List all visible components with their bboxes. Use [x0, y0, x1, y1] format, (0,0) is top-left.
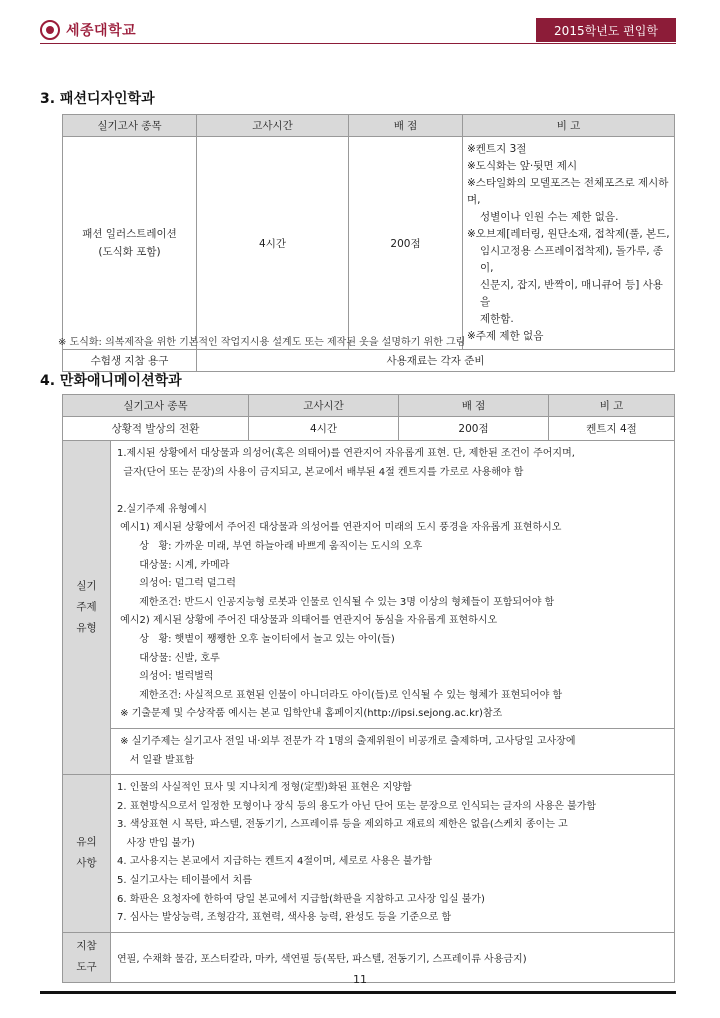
caution-label — [63, 775, 111, 933]
fashion-subject-cell — [63, 137, 197, 350]
exam-type-content — [111, 441, 675, 729]
animation-score-cell: 200점 — [399, 417, 549, 441]
fashion-time-cell: 4시간 — [197, 137, 349, 350]
fashion-note: ※스타일화의 모델포즈는 전체포즈로 제시하며, — [467, 177, 669, 206]
logo-text: 세종대학교 — [66, 23, 137, 39]
col-header-time: 고사시간 — [197, 115, 349, 137]
fashion-subject-line1: 패션 일러스트레이션 — [82, 228, 177, 240]
caution-line: 2. 표현방식으로서 일정한 모형이나 장식 등의 용도가 아닌 단어 또는 문장으로 인식되는 글자의 사용은 불가함 — [117, 800, 597, 812]
caution-label-line: 사항 — [76, 857, 97, 870]
footer-rule — [40, 991, 676, 994]
animation-note-cell: 켄트지 4절 — [549, 417, 675, 441]
animation-subject-cell: 상황적 발상의 전환 — [63, 417, 249, 441]
exam-type-line: 예시2) 제시된 상황에 주어진 대상물과 의태어를 연관지어 동심을 자유롭게 표현하시오 — [117, 615, 498, 627]
exam-type-line: 의성어: 벌럭벌럭 — [117, 671, 214, 683]
year-badge: 2015학년도 편입학 — [536, 18, 676, 42]
exam-type-line: 제한조건: 사실적으로 표현된 인물이 아니더라도 아이(들)로 인식될 수 있는 형체가 표현되어야 함 — [117, 689, 563, 701]
exam-type-label-line: 실기 — [76, 580, 97, 593]
exam-type-line: 글자(단어 또는 문장)의 사용이 금지되고, 본교에서 배부된 4절 켄트지를 가로로 사용해야 함 — [117, 466, 524, 478]
exam-type-line: 상 황: 가까운 미래, 부연 하늘아래 바쁘게 움직이는 도시의 오후 — [117, 540, 423, 552]
col-header-score: 배 점 — [399, 395, 549, 417]
col-header-notes: 비 고 — [549, 395, 675, 417]
seal-icon — [40, 20, 60, 40]
fashion-note: ※주제 제한 없음 — [467, 330, 544, 342]
caution-line: 사장 반입 불가) — [117, 837, 195, 849]
fashion-note: ※도식화는 앞·뒷면 제시 — [467, 160, 578, 172]
page-number: 11 — [353, 973, 367, 986]
section-title-fashion: 3. 패션디자인학과 — [40, 91, 155, 107]
fashion-footnote: ※ 도식화: 의복제작을 위한 기본적인 작업지시용 설계도 또는 제작된 옷을 설명하기 위한 그림 — [58, 337, 466, 348]
caution-line: 3. 색상표현 시 목탄, 파스텔, 전동기기, 스프레이류 등을 제외하고 재료의 제한은 없음(스케치 종이는 고 — [117, 819, 568, 831]
caution-line: 6. 화판은 요청자에 한하여 당일 본교에서 지급함(화판을 지참하고 고사장 입실 불가) — [117, 893, 485, 905]
exam-type-label-line: 주제 — [76, 601, 97, 614]
fashion-note: 제한함. — [480, 313, 514, 325]
col-header-time: 고사시간 — [249, 395, 399, 417]
caution-line: 1. 인물의 사실적인 묘사 및 지나치게 정형(定型)화된 표현은 지양함 — [117, 782, 412, 794]
caution-line: 4. 고사용지는 본교에서 지급하는 켄트지 4절이며, 세로로 사용은 불가함 — [117, 856, 432, 868]
exam-type-line: 2.실기주제 유형예시 — [117, 503, 207, 515]
animation-time-cell: 4시간 — [249, 417, 399, 441]
col-header-subject: 실기고사 종목 — [63, 395, 249, 417]
supplies-label: 수험생 지참 용구 — [63, 350, 197, 372]
fashion-subject-line2: (도식화 포함) — [98, 246, 161, 258]
col-header-score: 배 점 — [349, 115, 463, 137]
fashion-score-cell: 200점 — [349, 137, 463, 350]
caution-content — [111, 775, 675, 933]
university-logo — [40, 18, 136, 42]
col-header-subject: 실기고사 종목 — [63, 115, 197, 137]
fashion-note: 신문지, 잡지, 반짝이, 매니큐어 등] 사용을 — [480, 279, 663, 308]
exam-type-line: 상 황: 햇볕이 쨍쨍한 오후 놀이터에서 놀고 있는 아이(들) — [117, 633, 395, 645]
caution-label-line: 유의 — [76, 836, 97, 849]
fashion-note: 임시고정용 스프레이접착제), 돌가루, 종이, — [480, 245, 664, 274]
fashion-note: ※오브제[레터링, 원단소재, 접착제(풀, 본드, — [467, 228, 670, 240]
exam-type-line: 대상물: 시계, 카메라 — [117, 559, 230, 571]
exam-type-line: 제한조건: 반드시 인공지능형 로봇과 인물로 인식될 수 있는 3명 이상의 형체들이 포함되어야 함 — [117, 596, 555, 608]
exam-type-notice-line: 서 일괄 발표함 — [117, 754, 195, 766]
exam-type-notice — [111, 728, 675, 774]
exam-type-label-line: 유형 — [76, 622, 97, 635]
col-header-notes: 비 고 — [463, 115, 675, 137]
fashion-note: 성별이나 인원 수는 제한 없음. — [480, 211, 619, 223]
exam-type-line: 의성어: 덜그럭 덜그럭 — [117, 578, 236, 590]
exam-type-line: 1.제시된 상황에서 대상물과 의성어(혹은 의태어)를 연관지어 자유롭게 표현. 단, 제한된 조건이 주어지며, — [117, 448, 575, 459]
exam-type-label — [63, 441, 111, 775]
caution-line: 5. 실기고사는 테이블에서 치름 — [117, 875, 252, 887]
tools-label-line: 도구 — [76, 961, 97, 974]
supplies-value: 사용재료는 각자 준비 — [197, 350, 675, 372]
exam-type-line: ※ 기출문제 및 수상작품 예시는 본교 입학안내 홈페이지(http://ipsi.sejong.ac.kr)참조 — [117, 708, 503, 720]
exam-type-line: 예시1) 제시된 상황에서 주어진 대상물과 의성어를 연관지어 미래의 도시 풍경을 자유롭게 표현하시오 — [117, 522, 562, 534]
animation-exam-table — [62, 394, 675, 983]
page-header — [40, 18, 676, 42]
section-title-animation: 4. 만화애니메이션학과 — [40, 373, 182, 389]
caution-line: 7. 심사는 발상능력, 조형감각, 표현력, 색사용 능력, 완성도 등을 기준으로 함 — [117, 912, 452, 924]
tools-label-line: 지참 — [76, 940, 97, 953]
exam-type-line: 대상물: 신발, 호루 — [117, 652, 220, 664]
fashion-note: ※켄트지 3절 — [467, 143, 527, 155]
tools-value: 연필, 수채화 물감, 포스터칼라, 마카, 색연필 등(목탄, 파스텔, 전동기기, 스프레이류 사용금지) — [111, 932, 675, 982]
fashion-notes-cell — [463, 137, 675, 350]
exam-type-line — [117, 482, 668, 501]
header-divider — [40, 43, 676, 44]
exam-type-notice-line: ※ 실기주제는 실기고사 전일 내·외부 전문가 각 1명의 출제위원이 비공개로 출제하며, 고사당일 고사장에 — [117, 735, 576, 747]
